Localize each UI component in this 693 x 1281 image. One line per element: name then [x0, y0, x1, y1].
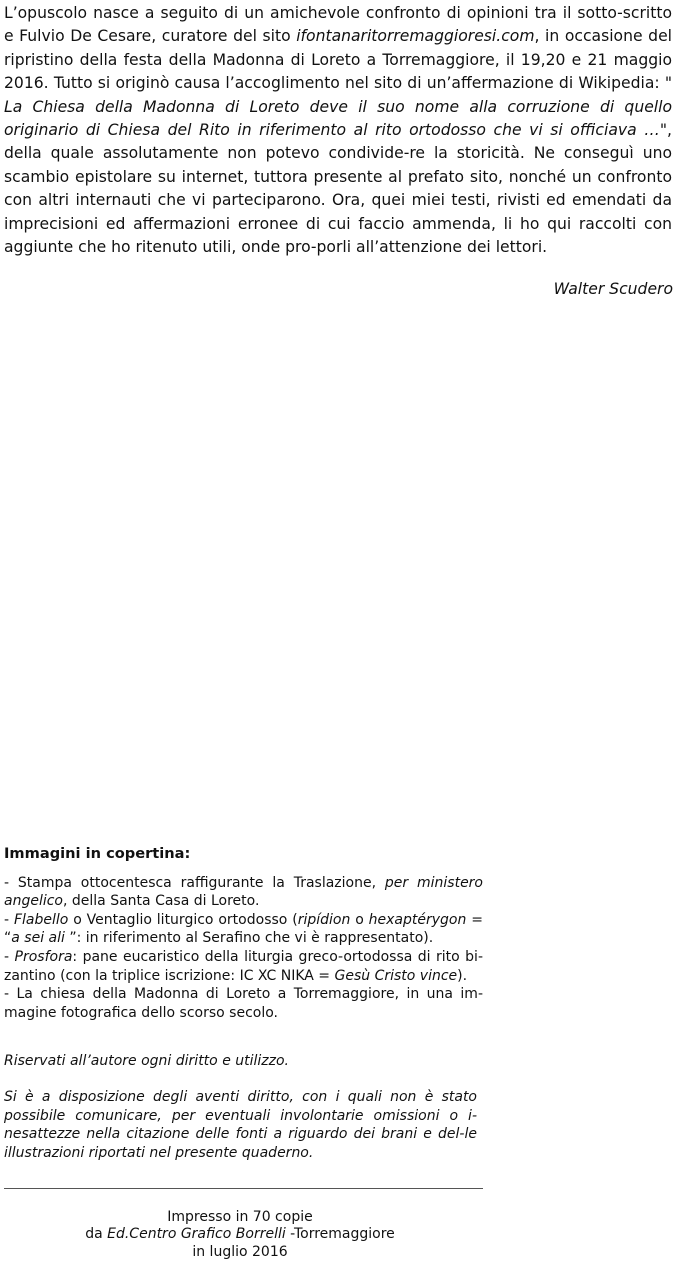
intro-paragraph [4, 2, 672, 259]
cover-image-captions [4, 845, 483, 1022]
author-signature: Walter Scudero [553, 280, 673, 298]
rights-notice: Riservati all’autore ogni diritto e utilizzo. [4, 1053, 289, 1069]
site-name: ifontanaritorremaggioresi.com [296, 27, 535, 46]
caption-item: - Stampa ottocentesca raffigurante la Traslazione, per ministero angelico, della Santa Casa di Loreto. [4, 874, 483, 910]
divider-line [4, 1188, 483, 1189]
publisher-line: da Ed.Centro Grafico Borrelli -Torremaggiore [85, 1226, 395, 1243]
caption-item: - Prosfora: pane eucaristico della liturgia greco-ortodossa di rito bi-zantino (con la triplice iscrizione: IC XC NIKA = Gesù Cristo vince). [4, 948, 483, 984]
intro-text-1: L’opuscolo nasce a seguito di un amichevole confronto di opinioni tra il sotto-scritto e Fulvio De Cesare, curatore del sito [4, 4, 672, 46]
intro-text-3: ", della quale assolutamente non potevo condivide-re la storicità. Ne conseguì uno scambio epistolare su internet, tuttora presente al prefato sito, nonché un confronto con altri internauti che vi parteciparono. Ora, quei miei testi, rivisti ed emendati da imprecisioni ed affermazioni erronee di cui faccio ammenda, li ho qui raccolti con aggiunte che ho ritenuto utili, onde pro-porli all’attenzione dei lettori. [4, 121, 672, 257]
caption-item: - La chiesa della Madonna di Loreto a Torremaggiore, in una im-magine fotografica dello scorso secolo. [4, 986, 483, 1021]
intro-text-2: , in occasione del ripristino della festa della Madonna di Loreto a Torremaggiore, il 19,20 e 21 maggio 2016. Tutto si originò causa l’accoglimento nel sito di un’affermazione di Wikipedia: " [4, 27, 672, 93]
print-run: Impresso in 70 copie [167, 1209, 313, 1225]
colophon [60, 1209, 420, 1261]
publisher-name: Ed.Centro Grafico Borrelli [107, 1226, 286, 1243]
wikipedia-quote: La Chiesa della Madonna di Loreto deve il suo nome alla corruzione di quello originario di Chiesa del Rito in riferimento al rito ortodosso che vi si officiava … [4, 97, 672, 140]
copyright-disclaimer: Si è a disposizione degli aventi diritto, con i quali non è stato possibile comunicare, per eventuali involontarie omissioni o i-nesattezze nella citazione delle fonti a riguardo dei brani e del-le illustrazioni riportati nel presente quaderno. [4, 1089, 477, 1161]
captions-heading: Immagini in copertina: [4, 845, 191, 862]
caption-item: - Flabello o Ventaglio liturgico ortodosso (ripídion o hexaptérygon = “a sei ali ”: in riferimento al Serafino che vi è rappresentato). [4, 911, 483, 947]
print-date: in luglio 2016 [192, 1243, 288, 1260]
